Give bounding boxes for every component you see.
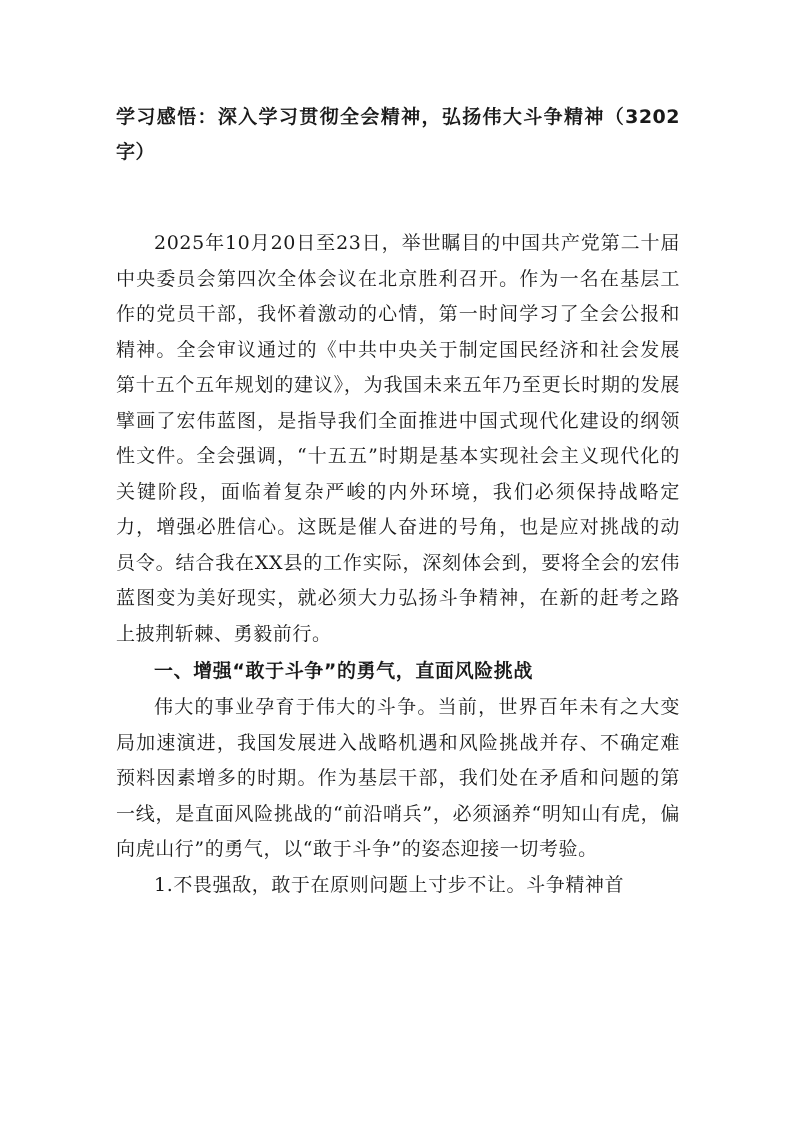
point-1-paragraph: 1.不畏强敌，敢于在原则问题上寸步不让。斗争精神首 <box>154 873 625 896</box>
intro-paragraph: 2025年10月20日至23日，举世瞩目的中国共产党第二十届中央委员会第四次全体会议在北京胜利召开。作为一名在基层工作的党员干部，我怀着激动的心情，第一时间学习了全会公报和精神。全会审议通过的《中共中央关于制定国民经济和社会发展第十五个五年规划的建议》，为我国未来五年乃至更长时期的发展擘画了宏伟蓝图，是指导我们全面推进中国式现代化建设的纲领性文件。全会强调，“十五五”时期是基本实现社会主义现代化的关键阶段，面临着复杂严峻的内外环境，我们必须保持战略定力，增强必胜信心。这既是催人奋进的号角，也是应对挑战的动员令。结合我在XX县的工作实际，深刻体会到，要将全会的宏伟蓝图变为美好现实，就必须大力弘扬斗争精神，在新的赶考之路上披荆斩棘、勇毅前行。 <box>116 232 680 645</box>
document-title: 学习感悟：深入学习贯彻全会精神，弘扬伟大斗争精神（3202字） <box>116 106 680 163</box>
section-1-heading: 一、增强“敢于斗争”的勇气，直面风险挑战 <box>154 660 533 682</box>
title-spacer <box>116 170 680 226</box>
document-page <box>116 100 680 903</box>
section-1-paragraph: 伟大的事业孕育于伟大的斗争。当前，世界百年未有之大变局加速演进，我国发展进入战略机遇和风险挑战并存、不确定难预料因素增多的时期。作为基层干部，我们处在矛盾和问题的第一线，是直面风险挑战的“前沿哨兵”，必须涵养“明知山有虎，偏向虎山行”的勇气，以“敢于斗争”的姿态迎接一切考验。 <box>116 696 680 860</box>
